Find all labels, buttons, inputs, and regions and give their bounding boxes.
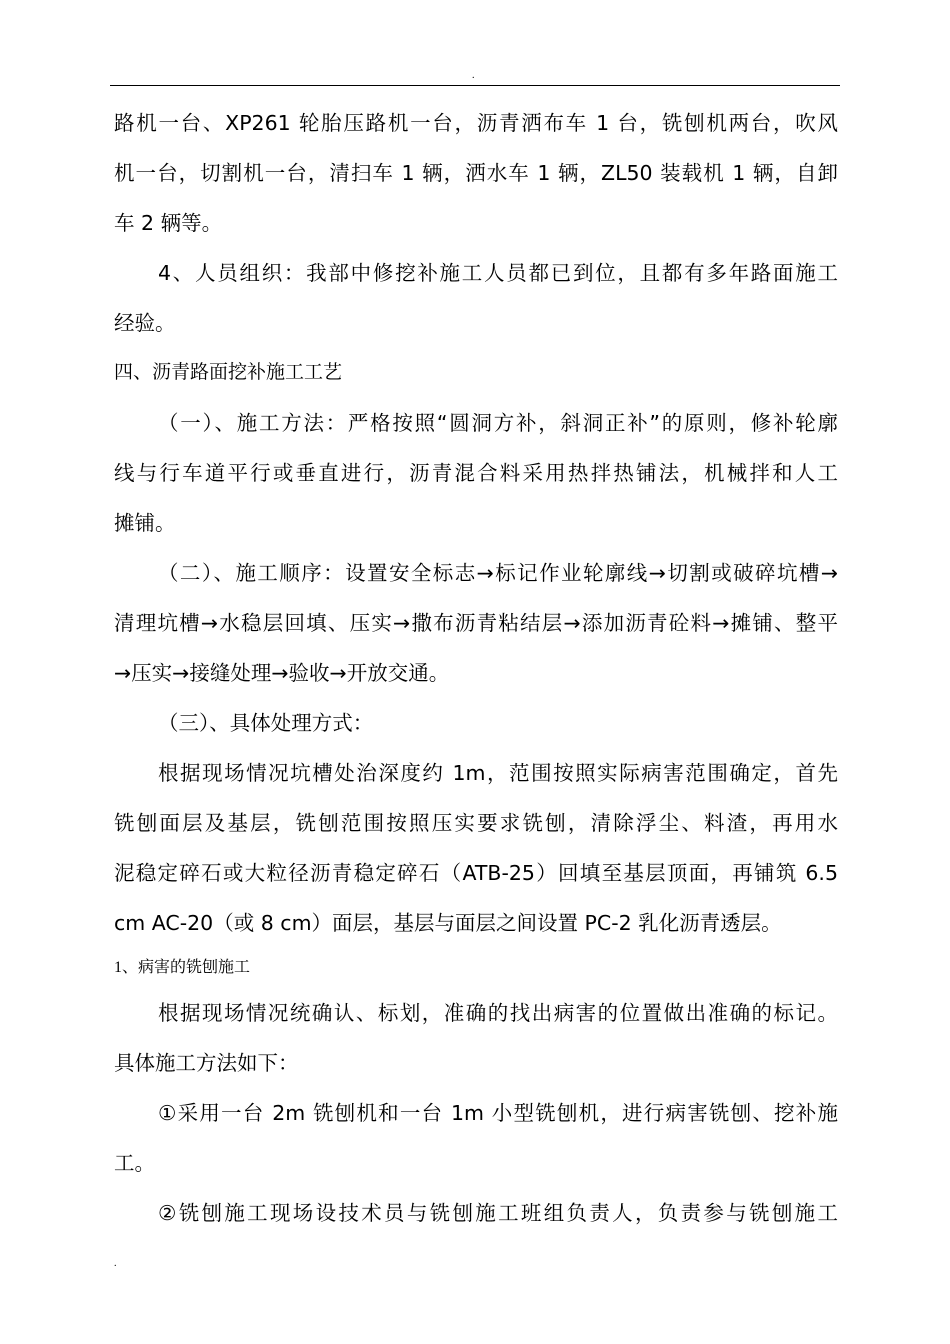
subsection-heading: 1、病害的铣刨施工 bbox=[114, 959, 251, 976]
paragraph-line: 根据现场情况坑槽处治深度约 1m，范围按照实际病害范围确定，首先 bbox=[158, 761, 838, 785]
header-mark: . bbox=[472, 70, 475, 81]
paragraph-line: 4、人员组织：我部中修挖补施工人员都已到位，且都有多年路面施工 bbox=[158, 261, 838, 285]
paragraph-line: 清理坑槽→水稳层回填、压实→撒布沥青粘结层→添加沥青砼料→摊铺、整平 bbox=[114, 611, 838, 635]
paragraph-line: 摊铺。 bbox=[114, 511, 176, 535]
paragraph-line: 铣刨面层及基层，铣刨范围按照压实要求铣刨，清除浮尘、料渣，再用水 bbox=[114, 811, 838, 835]
paragraph-line: 车 2 辆等。 bbox=[114, 211, 223, 235]
paragraph-line: 具体施工方法如下： bbox=[114, 1051, 299, 1075]
paragraph-line: →压实→接缝处理→验收→开放交通。 bbox=[114, 661, 450, 685]
paragraph-line: 线与行车道平行或垂直进行，沥青混合料采用热拌热铺法，机械拌和人工 bbox=[114, 461, 838, 485]
paragraph-line: 根据现场情况统确认、标划，准确的找出病害的位置做出准确的标记。 bbox=[158, 1001, 838, 1025]
paragraph-line: （三）、具体处理方式： bbox=[158, 711, 374, 735]
paragraph-line: ②铣刨施工现场设技术员与铣刨施工班组负责人，负责参与铣刨施工 bbox=[158, 1201, 838, 1225]
paragraph-line: （二）、施工顺序：设置安全标志→标记作业轮廓线→切割或破碎坑槽→ bbox=[158, 561, 838, 585]
section-heading: 四、沥青路面挖补施工工艺 bbox=[114, 362, 343, 383]
paragraph-line: ①采用一台 2m 铣刨机和一台 1m 小型铣刨机，进行病害铣刨、挖补施 bbox=[158, 1101, 838, 1125]
paragraph-line: 机一台，切割机一台，清扫车 1 辆，洒水车 1 辆，ZL50 装载机 1 辆，自卸 bbox=[114, 161, 838, 185]
paragraph-line: 工。 bbox=[114, 1151, 155, 1175]
paragraph-line: （一）、施工方法：严格按照“圆洞方补，斜洞正补”的原则，修补轮廓 bbox=[158, 411, 838, 435]
header-rule bbox=[110, 85, 840, 86]
paragraph-line: cm AC-20（或 8 cm）面层，基层与面层之间设置 PC-2 乳化沥青透层。 bbox=[114, 911, 782, 935]
paragraph-line: 路机一台、XP261 轮胎压路机一台，沥青洒布车 1 台，铣刨机两台，吹风 bbox=[114, 111, 838, 135]
document-body bbox=[114, 98, 838, 1238]
paragraph-line: 泥稳定碎石或大粒径沥青稳定碎石（ATB-25）回填至基层顶面，再铺筑 6.5 bbox=[114, 861, 838, 885]
footer-mark: . bbox=[114, 1258, 117, 1269]
paragraph-line: 经验。 bbox=[114, 311, 176, 335]
